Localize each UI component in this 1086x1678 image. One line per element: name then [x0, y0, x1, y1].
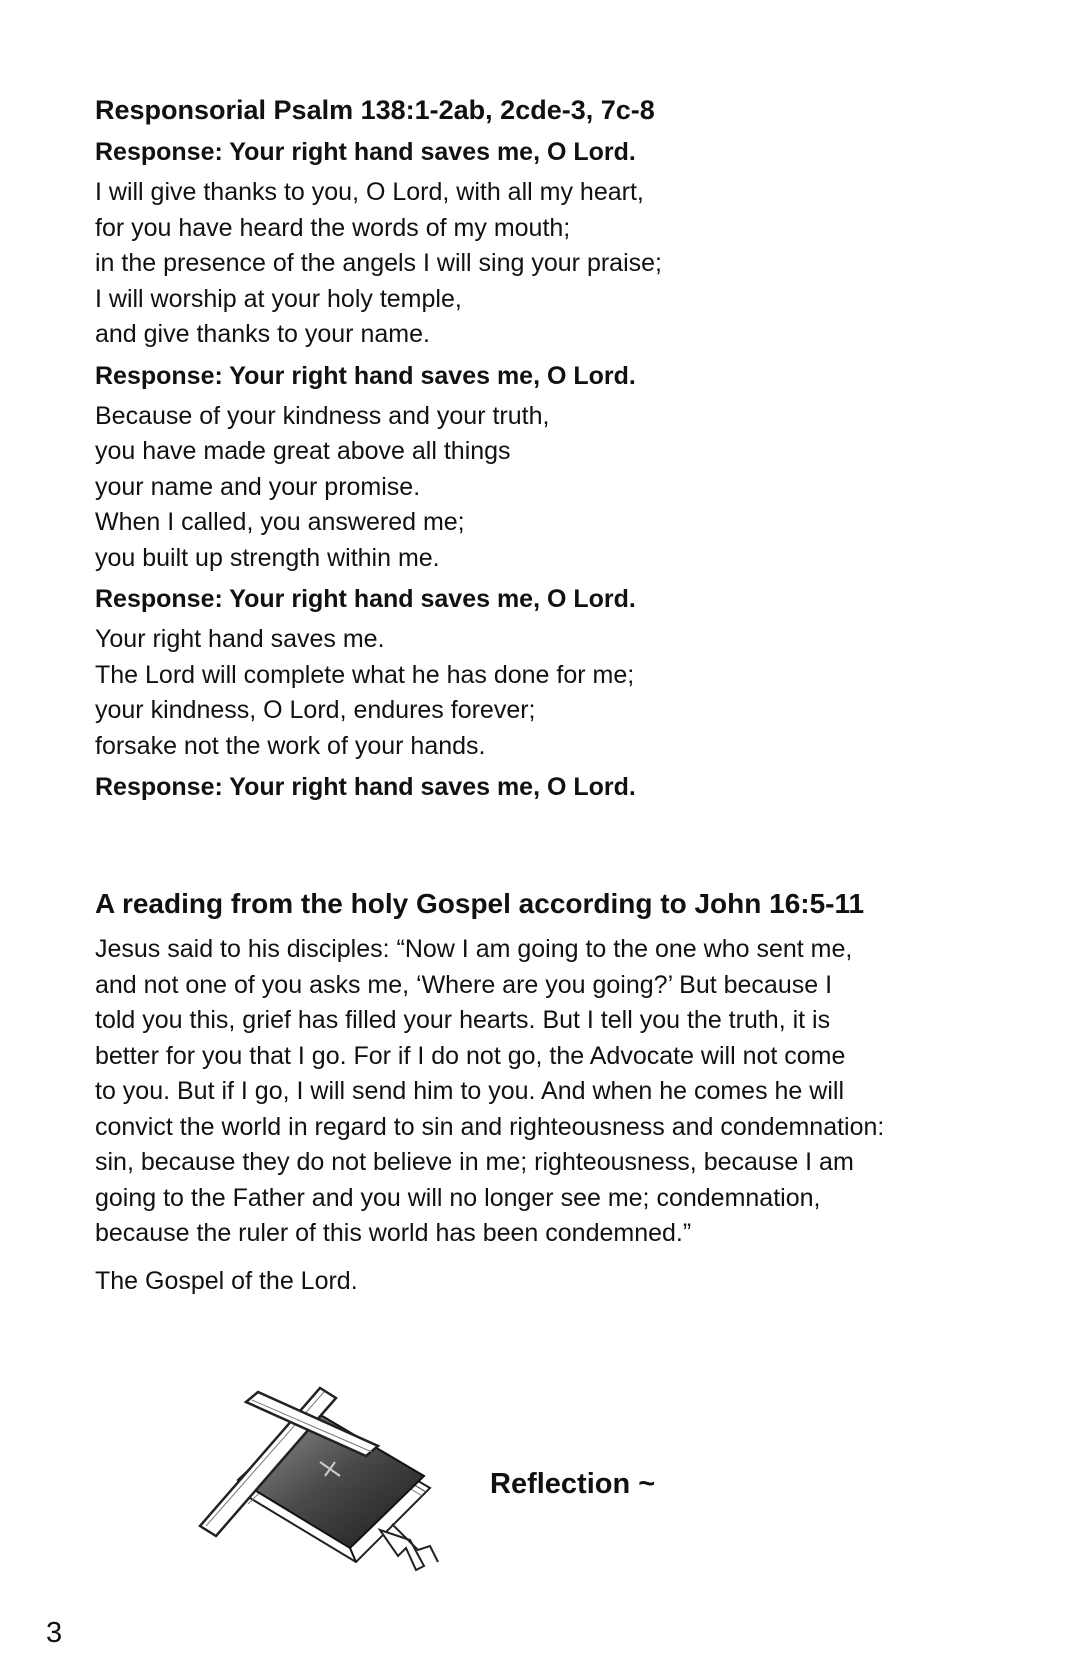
verse-line: forsake not the work of your hands. [95, 731, 486, 760]
gospel-line: and not one of you asks me, ‘Where are you going?’ But because I [95, 970, 833, 999]
gospel-line: Jesus said to his disciples: “Now I am going to the one who sent me, [95, 935, 853, 963]
gospel-text [95, 932, 1035, 1252]
gospel-heading: A reading from the holy Gospel according to John 16:5-11 [95, 888, 865, 919]
cross-and-bible-icon [192, 1380, 462, 1580]
psalm-heading: Responsorial Psalm 138:1-2ab, 2cde-3, 7c-8 [95, 95, 655, 125]
psalm-response: Response: Your right hand saves me, O Lord. [95, 585, 636, 613]
psalm-stanza [95, 399, 1035, 577]
gospel-closing: The Gospel of the Lord. [95, 1266, 358, 1295]
gospel-line: told you this, grief has filled your hearts. But I tell you the truth, it is [95, 1006, 831, 1034]
verse-line: I will give thanks to you, O Lord, with all my heart, [95, 178, 644, 206]
reflection-label: Reflection ~ [490, 1468, 656, 1500]
verse-line: you have made great above all things [95, 437, 511, 465]
gospel-line: better for you that I go. For if I do not go, the Advocate will not come [95, 1041, 846, 1070]
verse-line: When I called, you answered me; [95, 508, 465, 536]
psalm-stanza [95, 622, 1035, 764]
page-number: 3 [46, 1617, 63, 1649]
gospel-line: because the ruler of this world has been condemned.” [95, 1219, 692, 1247]
verse-line: for you have heard the words of my mouth; [95, 213, 571, 242]
psalm-response: Response: Your right hand saves me, O Lord. [95, 361, 636, 390]
verse-line: you built up strength within me. [95, 543, 440, 572]
psalm-response: Response: Your right hand saves me, O Lord. [95, 138, 636, 166]
verse-line: Because of your kindness and your truth, [95, 401, 550, 430]
verse-line: The Lord will complete what he has done for me; [95, 660, 635, 689]
psalm-stanza [95, 175, 1035, 353]
verse-line: I will worship at your holy temple, [95, 284, 462, 313]
verse-line: and give thanks to your name. [95, 320, 430, 348]
section-spacer [95, 810, 1035, 886]
page-content [95, 93, 1035, 1298]
verse-line: Your right hand saves me. [95, 625, 385, 653]
gospel-line: sin, because they do not believe in me; righteousness, because I am [95, 1148, 854, 1176]
gospel-line: to you. But if I go, I will send him to you. And when he comes he will [95, 1077, 844, 1105]
verse-line: in the presence of the angels I will sing your praise; [95, 249, 662, 277]
gospel-line: going to the Father and you will no longer see me; condemnation, [95, 1183, 821, 1212]
verse-line: your name and your promise. [95, 472, 421, 501]
verse-line: your kindness, O Lord, endures forever; [95, 696, 536, 724]
psalm-response: Response: Your right hand saves me, O Lord. [95, 773, 636, 801]
gospel-line: convict the world in regard to sin and righteousness and condemnation: [95, 1112, 885, 1141]
